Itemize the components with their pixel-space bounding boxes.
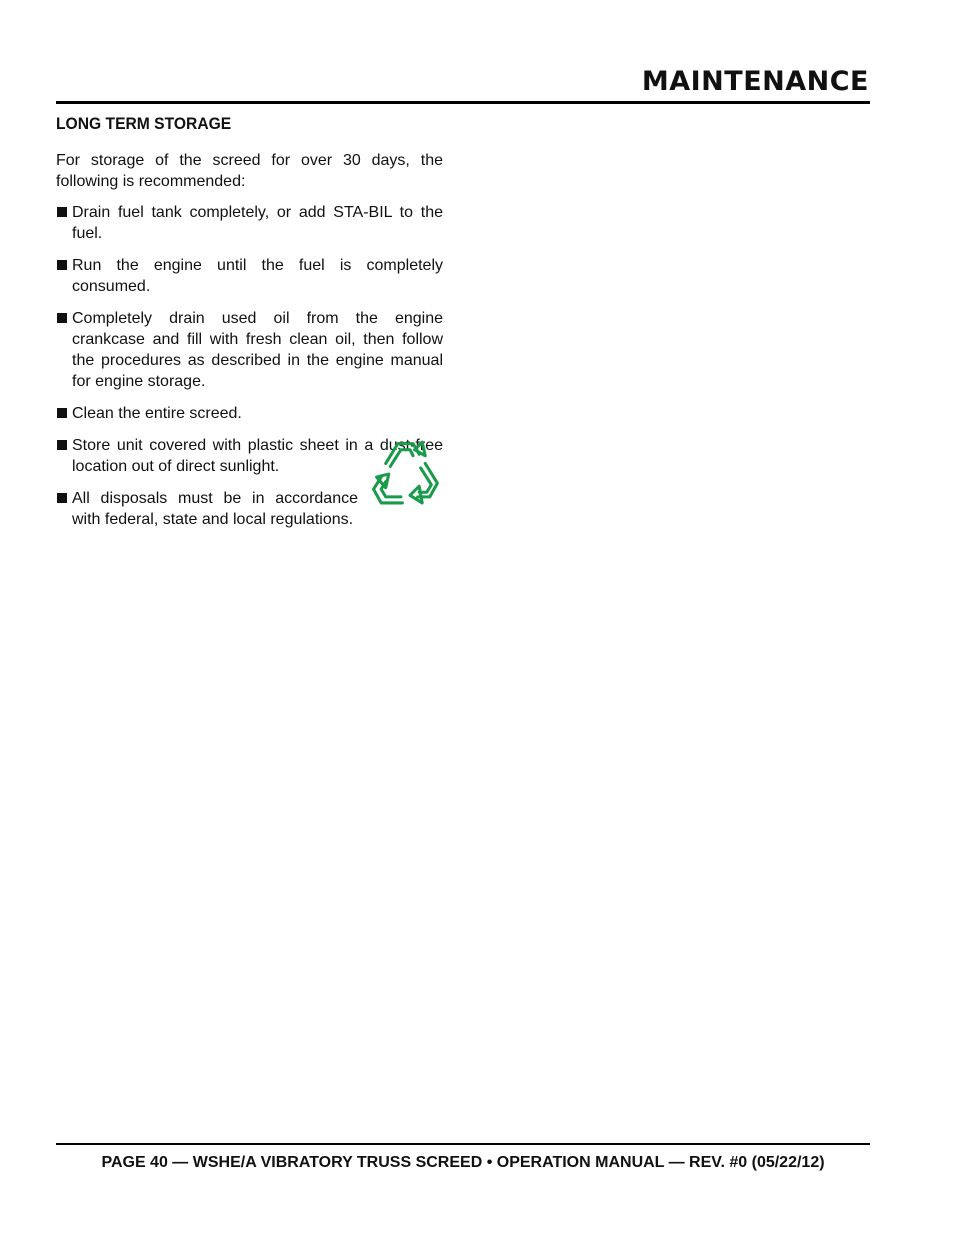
bullet-square-icon — [57, 313, 67, 323]
bullet-square-icon — [57, 408, 67, 418]
list-item-text: Clean the entire screed. — [72, 405, 242, 422]
list-item-text: All disposals must be in accordance with federal, state and local regulations. — [72, 490, 358, 528]
footer-divider — [56, 1143, 870, 1145]
bullet-square-icon — [57, 493, 67, 503]
list-item-text: Run the engine until the fuel is completely consumed. — [72, 257, 443, 295]
list-item — [56, 255, 443, 297]
bullet-square-icon — [57, 260, 67, 270]
header-divider — [56, 101, 870, 104]
page-footer: PAGE 40 — WSHE/A VIBRATORY TRUSS SCREED • OPERATION MANUAL — REV. #0 (05/22/12) — [101, 1154, 825, 1171]
list-item — [56, 202, 443, 244]
bullet-square-icon — [57, 440, 67, 450]
list-item-text: Completely drain used oil from the engine crankcase and fill with fresh clean oil, then follow the procedures as described in the engine manual for engine storage. — [72, 310, 443, 390]
list-item — [56, 403, 443, 424]
list-item — [56, 308, 443, 392]
bullet-square-icon — [57, 207, 67, 217]
section-heading: LONG TERM STORAGE — [56, 114, 232, 133]
page-title: MAINTENANCE — [641, 66, 869, 97]
intro-paragraph: For storage of the screed for over 30 days, the following is recommended: — [56, 152, 443, 190]
list-item-text: Drain fuel tank completely, or add STA-BIL to the fuel. — [72, 204, 443, 242]
list-item-text: Store unit covered with plastic sheet in a dust-free location out of direct sunlight. — [72, 437, 443, 475]
list-item — [56, 488, 358, 530]
recycle-icon — [368, 433, 446, 509]
